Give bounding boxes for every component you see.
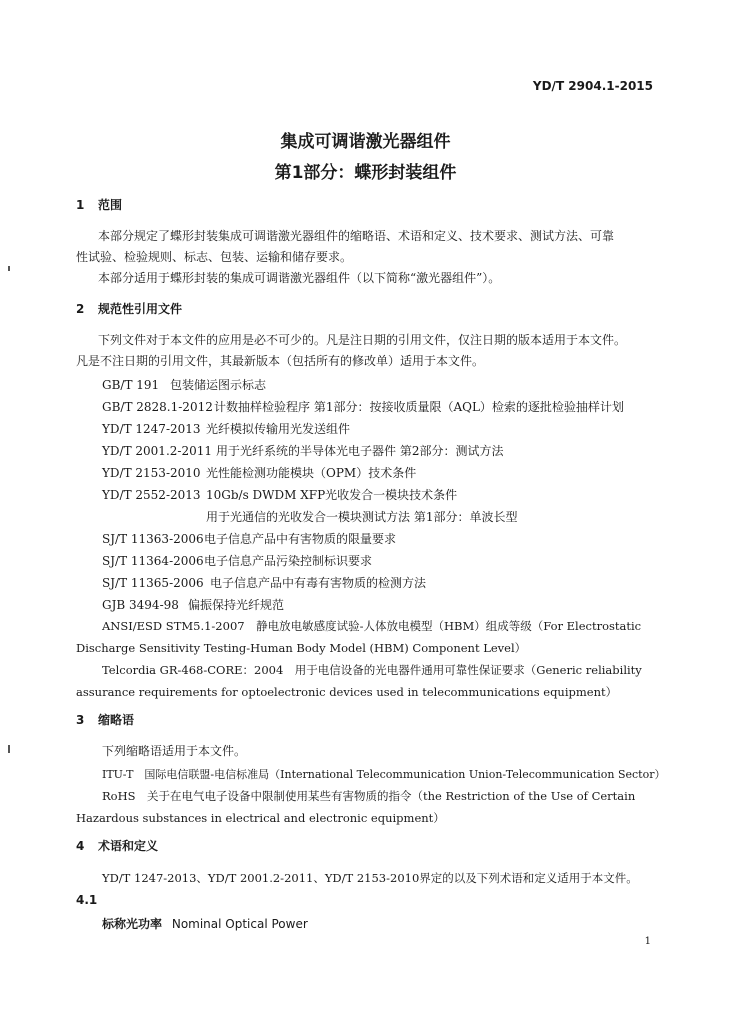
section-number: 3 [76, 713, 85, 727]
reference-title: 电子信息产品中有毒有害物质的检测方法 [210, 576, 427, 590]
abbreviation-itu: ITU-T 国际电信联盟-电信标准局（International Telecommunication Union-Telecommunication Sector） [102, 768, 666, 781]
section-number: 1 [76, 198, 85, 212]
reference-ansi-line2: Discharge Sensitivity Testing-Human Body Model (HBM) Component Level） [76, 641, 527, 655]
page-number: 1 [644, 936, 651, 947]
reference-title: 电子信息产品污染控制标识要求 [204, 554, 373, 568]
section-1-heading [76, 196, 122, 213]
reference-code: SJ/T 11365-2006 [102, 576, 204, 590]
document-subtitle: 第1部分：蝶形封装组件 [274, 163, 457, 183]
reference-telcordia-line1: Telcordia GR-468-CORE：2004 用于电信设备的光电器件通用可靠性保证要求（Generic reliability [102, 663, 642, 677]
reference-item [102, 464, 416, 481]
section-number: 2 [76, 302, 85, 316]
section-4-heading [76, 837, 158, 854]
reference-item [102, 486, 457, 503]
term-entry [102, 915, 308, 932]
reference-ansi-line1: ANSI/ESD STM5.1-2007 静电放电敏感度试验-人体放电模型（HBM）组成等级（For Electrostatic [102, 619, 642, 633]
abbreviation-rohs-line1: RoHS 关于在电气电子设备中限制使用某些有害物质的指令（the Restriction of the Use of Certain [102, 789, 636, 803]
reference-telcordia-line2: assurance requirements for optoelectronic devices used in telecommunications equipment） [76, 685, 618, 699]
reference-code: SJ/T 11364-2006 [102, 554, 204, 568]
scan-mark [8, 266, 10, 271]
reference-item [102, 442, 503, 459]
reference-item [102, 420, 350, 437]
paragraph-line: YD/T 1247-2013、YD/T 2001.2-2011、YD/T 2153-2010界定的以及下列术语和定义适用于本文件。 [102, 871, 638, 885]
reference-title: 包装储运图示标志 [170, 378, 267, 392]
reference-code: YD/T 2552-2013 [102, 488, 201, 502]
reference-title: 光性能检测功能模块（OPM）技术条件 [206, 466, 417, 480]
section-3-heading [76, 711, 134, 728]
reference-title: 计数抽样检验程序 第1部分：按接收质量限（AQL）检索的逐批检验抽样计划 [214, 400, 624, 414]
standard-number: YD/T 2904.1-2015 [532, 79, 653, 93]
section-title: 范围 [98, 198, 123, 212]
reference-item [102, 552, 372, 569]
reference-title: 用于光通信的光收发合一模块测试方法 第1部分：单波长型 [206, 510, 518, 524]
reference-item [102, 574, 426, 591]
section-title: 术语和定义 [98, 839, 159, 853]
section-number: 4 [76, 839, 85, 853]
reference-code: YD/T 1247-2013 [102, 422, 201, 436]
paragraph-line: 下列文件对于本文件的应用是必不可少的。凡是注日期的引用文件，仅注日期的版本适用于本文件。 [98, 333, 627, 347]
paragraph-line: 下列缩略语适用于本文件。 [102, 744, 247, 758]
reference-code: YD/T 2153-2010 [102, 466, 201, 480]
term-english: Nominal Optical Power [171, 917, 308, 931]
scan-mark [8, 745, 10, 753]
reference-code: GB/T 2828.1-2012 [102, 400, 213, 414]
term-chinese: 标称光功率 [102, 917, 163, 931]
reference-code: GJB 3494-98 [102, 598, 179, 612]
reference-item [102, 376, 266, 393]
paragraph-line: 本部分规定了蝶形封装集成可调谐激光器组件的缩略语、术语和定义、技术要求、测试方法、可靠 [98, 229, 615, 243]
reference-code: SJ/T 11363-2006 [102, 532, 204, 546]
reference-item [102, 530, 396, 547]
abbreviation-rohs-line2: Hazardous substances in electrical and electronic equipment） [76, 811, 445, 825]
reference-item [102, 398, 624, 415]
subsection-number: 4.1 [76, 893, 98, 907]
paragraph-line: 性试验、检验规则、标志、包装、运输和储存要求。 [76, 250, 353, 264]
paragraph-line: 凡是不注日期的引用文件，其最新版本（包括所有的修改单）适用于本文件。 [76, 354, 485, 368]
reference-title: 10Gb/s DWDM XFP光收发合一模块技术条件 [206, 488, 458, 502]
paragraph-line: 本部分适用于蝶形封装的集成可调谐激光器组件（以下简称“激光器组件”）。 [98, 271, 501, 285]
reference-title: 偏振保持光纤规范 [188, 598, 285, 612]
section-title: 缩略语 [98, 713, 135, 727]
section-title: 规范性引用文件 [98, 302, 183, 316]
reference-code: GB/T 191 [102, 378, 160, 392]
document-title: 集成可调谐激光器组件 [280, 132, 451, 152]
reference-title: 电子信息产品中有害物质的限量要求 [204, 532, 397, 546]
reference-item [206, 508, 517, 525]
section-2-heading [76, 300, 182, 317]
reference-item [102, 596, 284, 613]
reference-code: YD/T 2001.2-2011 [102, 444, 212, 458]
reference-title: 光纤模拟传输用光发送组件 [206, 422, 351, 436]
reference-title: 用于光纤系统的半导体光电子器件 第2部分：测试方法 [216, 444, 504, 458]
